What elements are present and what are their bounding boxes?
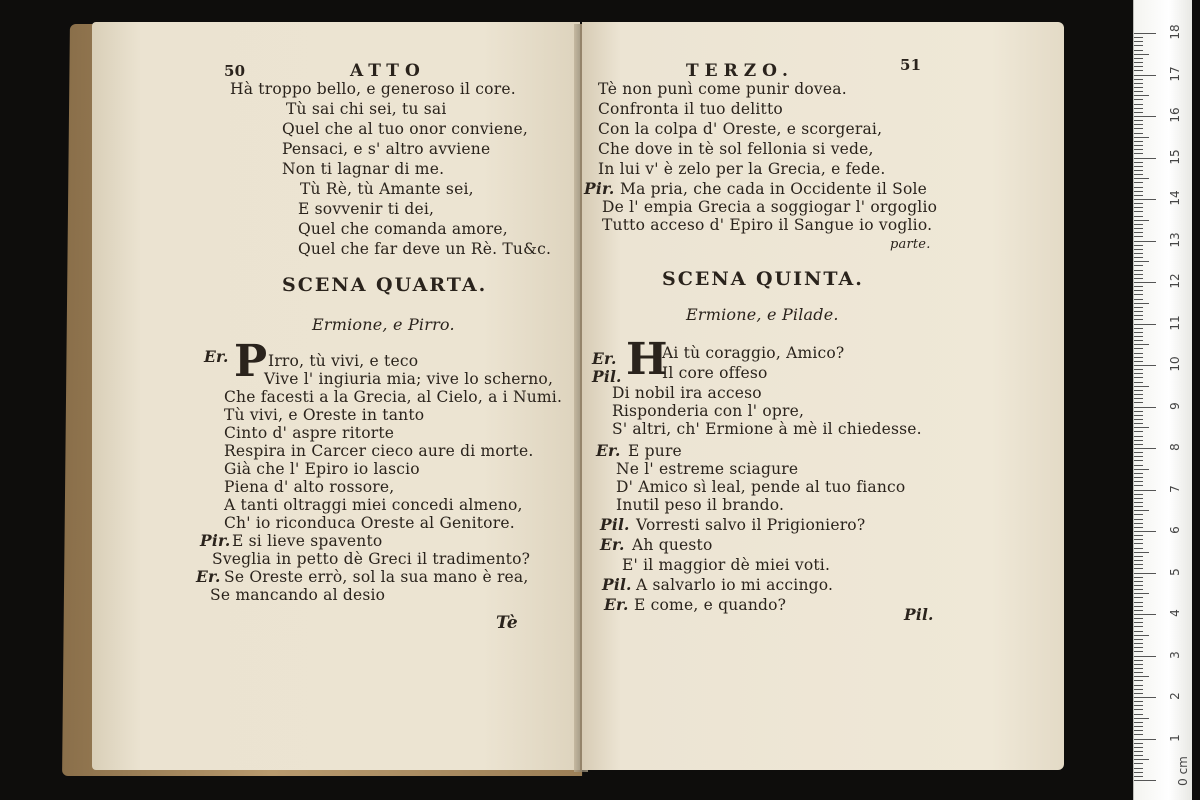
ruler-tick (1134, 70, 1143, 71)
stage-direction: parte. (890, 237, 931, 252)
ruler-tick (1134, 170, 1143, 171)
ruler-tick (1134, 50, 1143, 51)
ruler-tick (1134, 419, 1143, 420)
verse-line: Quel che al tuo onor conviene, (282, 120, 529, 138)
ruler-tick (1134, 311, 1143, 312)
ruler-tick (1134, 187, 1143, 188)
ruler-number: 4 (1168, 609, 1182, 617)
speech-line: D' Amico sì leal, pende al tuo fianco (616, 478, 906, 496)
ruler-tick (1134, 191, 1143, 192)
ruler-tick (1134, 477, 1143, 478)
ruler-tick (1134, 539, 1143, 540)
verse-line: Quel che comanda amore, (298, 220, 508, 238)
speech-line: Se Oreste errò, sol la sua mano è rea, (224, 568, 529, 586)
verse-line: Quel che far deve un Rè. Tu&c. (298, 240, 552, 258)
verse-line: In lui v' è zelo per la Grecia, e fede. (598, 160, 886, 178)
speech-line: Risponderia con l' opre, (612, 402, 805, 420)
ruler-tick (1134, 651, 1143, 652)
ruler-number: 14 (1168, 190, 1182, 206)
speech-line: E' il maggior dè miei voti. (622, 556, 831, 574)
right-running-header: TERZO. (686, 61, 794, 81)
ruler-tick (1134, 294, 1143, 295)
ruler-tick (1134, 158, 1156, 159)
ruler-tick (1134, 452, 1143, 453)
ruler-number: 6 (1168, 526, 1182, 534)
ruler-tick (1134, 427, 1149, 428)
ruler-tick (1134, 556, 1143, 557)
ruler-tick (1134, 133, 1143, 134)
ruler-tick (1134, 207, 1143, 208)
speech-line: Cinto d' aspre ritorte (224, 424, 395, 442)
ruler-tick (1134, 485, 1143, 486)
ruler-tick (1134, 99, 1143, 100)
ruler-tick (1134, 680, 1143, 681)
ruler-tick (1134, 220, 1149, 221)
verse-line: E sovvenir ti dei, (298, 200, 435, 218)
speech-line: De l' empia Grecia a soggiogar l' orgoglio (602, 198, 938, 216)
ruler-tick (1134, 514, 1143, 515)
scene-title: SCENA QUARTA. (282, 274, 488, 296)
ruler-number: 9 (1168, 401, 1182, 410)
ruler-tick (1134, 444, 1143, 445)
speaker-label: Er. (604, 595, 629, 614)
drop-cap: P (234, 336, 268, 387)
verse-line: Non ti lagnar di me. (282, 160, 445, 178)
ruler-tick (1134, 124, 1143, 125)
ruler-tick (1134, 697, 1156, 698)
ruler-tick (1134, 664, 1143, 665)
ruler-tick (1134, 768, 1143, 769)
ruler-tick (1134, 531, 1156, 532)
ruler-number: 11 (1168, 314, 1182, 331)
verse-line: Con la colpa d' Oreste, e scorgerai, (598, 120, 883, 138)
ruler-tick (1134, 730, 1143, 731)
ruler-tick (1134, 751, 1143, 752)
ruler-tick (1134, 153, 1143, 154)
ruler-tick (1134, 552, 1149, 553)
ruler-tick (1134, 79, 1143, 80)
ruler-tick (1134, 236, 1143, 237)
ruler-number: 7 (1168, 484, 1182, 493)
ruler-tick (1134, 448, 1156, 449)
ruler-number: 2 (1168, 692, 1182, 700)
speaker-label: Er. (600, 535, 625, 554)
catchword: Tè (496, 613, 518, 633)
ruler-tick (1134, 58, 1143, 59)
speech-line: E come, e quando? (634, 596, 787, 614)
ruler-tick (1134, 174, 1143, 175)
ruler-number: 10 (1168, 356, 1182, 372)
ruler-tick (1134, 610, 1143, 611)
ruler-tick (1134, 224, 1143, 225)
speech-line: Piena d' alto rossore, (224, 478, 395, 496)
ruler-tick (1134, 734, 1143, 735)
ruler-tick (1134, 41, 1143, 42)
ruler-tick (1134, 270, 1143, 271)
ruler-tick (1134, 369, 1143, 370)
ruler-tick (1134, 759, 1149, 760)
ruler-tick (1134, 128, 1143, 129)
speaker-label: Er. (592, 349, 617, 368)
ruler-tick (1134, 548, 1143, 549)
verse-line: Confronta il tuo delitto (598, 100, 783, 118)
speech-line: S' altri, ch' Ermione à mè il chiedesse. (612, 420, 922, 438)
ruler-tick (1134, 249, 1143, 250)
ruler-tick (1134, 631, 1143, 632)
ruler-tick (1134, 195, 1143, 196)
ruler-tick (1134, 718, 1149, 719)
ruler-tick (1134, 108, 1143, 109)
speaker-label: Er. (596, 441, 621, 460)
ruler-tick (1134, 431, 1143, 432)
ruler-tick (1134, 701, 1143, 702)
catchword: Pil. (904, 605, 934, 624)
ruler-tick (1134, 332, 1143, 333)
ruler-tick (1134, 585, 1143, 586)
ruler-tick (1134, 95, 1149, 96)
ruler-tick (1134, 776, 1143, 777)
ruler-tick (1134, 278, 1143, 279)
ruler-tick (1134, 62, 1143, 63)
ruler-tick (1134, 473, 1143, 474)
ruler-tick (1134, 116, 1156, 117)
ruler-tick (1134, 602, 1143, 603)
ruler-tick (1134, 54, 1149, 55)
speech-line: Ne l' estreme sciagure (616, 460, 799, 478)
ruler-tick (1134, 382, 1143, 383)
ruler-tick (1134, 324, 1156, 325)
ruler-tick (1134, 535, 1143, 536)
speech-line: Ai tù coraggio, Amico? (662, 344, 845, 362)
ruler-tick (1134, 398, 1143, 399)
ruler-tick (1134, 37, 1143, 38)
verse-line: Tè non punì come punir dovea. (598, 80, 847, 98)
ruler-tick (1134, 261, 1149, 262)
ruler-tick (1134, 257, 1143, 258)
ruler-tick (1134, 656, 1156, 657)
ruler-tick (1134, 543, 1143, 544)
speech-line: Tutto acceso d' Epiro il Sangue io voglio. (602, 216, 933, 234)
speech-line: Vive l' ingiuria mia; vive lo scherno, (264, 370, 554, 388)
ruler-tick (1134, 137, 1149, 138)
ruler-tick (1134, 216, 1143, 217)
ruler-tick (1134, 361, 1143, 362)
speech-line: Il core offeso (662, 364, 768, 382)
ruler-tick (1134, 340, 1143, 341)
ruler-tick (1134, 639, 1143, 640)
ruler-tick (1134, 33, 1156, 34)
ruler-tick (1134, 83, 1143, 84)
ruler-unit-label: 0 cm (1176, 756, 1190, 786)
ruler-tick (1134, 456, 1143, 457)
ruler-tick (1134, 689, 1143, 690)
ruler-tick (1134, 622, 1143, 623)
speaker-label: Pil. (592, 367, 622, 386)
ruler-tick (1134, 647, 1143, 648)
ruler-tick (1134, 282, 1156, 283)
speech-line: Ch' io riconduca Oreste al Genitore. (224, 514, 515, 532)
ruler-tick (1134, 705, 1143, 706)
verse-line: Hà troppo bello, e generoso il core. (230, 80, 516, 98)
verse-line: Che dove in tè sol fellonia si vede, (598, 140, 874, 158)
ruler-tick (1134, 357, 1143, 358)
ruler-tick (1134, 390, 1143, 391)
ruler-tick (1134, 527, 1143, 528)
ruler-tick (1134, 672, 1143, 673)
ruler-tick (1134, 228, 1143, 229)
speaker-label: Pir. (200, 531, 231, 550)
ruler-tick (1134, 423, 1143, 424)
ruler-tick (1134, 149, 1143, 150)
ruler-tick (1134, 286, 1143, 287)
left-page-number: 50 (224, 62, 246, 80)
ruler-tick (1134, 490, 1156, 491)
ruler-tick (1134, 589, 1143, 590)
ruler-tick (1134, 182, 1143, 183)
ruler-tick (1134, 211, 1143, 212)
ruler-tick (1134, 780, 1156, 781)
ruler-tick (1134, 386, 1149, 387)
ruler-tick (1134, 203, 1143, 204)
speech-line: Vorresti salvo il Prigioniero? (636, 516, 866, 534)
ruler-tick (1134, 564, 1143, 565)
ruler-tick (1134, 199, 1156, 200)
ruler-tick (1134, 373, 1143, 374)
ruler-tick (1134, 709, 1143, 710)
verse-line: Pensaci, e s' altro avviene (282, 140, 491, 158)
ruler-tick (1134, 253, 1143, 254)
ruler-tick (1134, 743, 1143, 744)
right-page (582, 22, 1064, 770)
speech-line: Se mancando al desio (210, 586, 386, 604)
ruler-tick (1134, 577, 1143, 578)
speaker-label: Pil. (600, 515, 630, 534)
ruler-number: 13 (1168, 231, 1182, 248)
speech-line: Già che l' Epiro io lascio (224, 460, 420, 478)
speech-line: Respira in Carcer cieco aure di morte. (224, 442, 534, 460)
ruler-tick (1134, 336, 1143, 337)
right-page-number: 51 (900, 56, 922, 74)
ruler-tick (1134, 112, 1143, 113)
ruler-tick (1134, 506, 1143, 507)
ruler-tick (1134, 348, 1143, 349)
ruler-tick (1134, 722, 1143, 723)
ruler-tick (1134, 178, 1149, 179)
ruler-tick (1134, 328, 1143, 329)
ruler-tick (1134, 344, 1149, 345)
ruler-tick (1134, 402, 1143, 403)
ruler-tick (1134, 714, 1143, 715)
ruler-tick (1134, 635, 1149, 636)
ruler-tick (1134, 440, 1143, 441)
speech-line: Che facesti a la Grecia, al Cielo, a i Numi. (224, 388, 563, 406)
ruler-tick (1134, 693, 1143, 694)
ruler-tick (1134, 66, 1143, 67)
ruler-tick (1134, 668, 1143, 669)
ruler-tick (1134, 469, 1149, 470)
ruler-tick (1134, 365, 1156, 366)
ruler-tick (1134, 747, 1143, 748)
speech-line: Ah questo (632, 536, 713, 554)
ruler-tick (1134, 394, 1143, 395)
ruler-tick (1134, 45, 1143, 46)
ruler-tick (1134, 755, 1143, 756)
ruler-number: 1 (1168, 733, 1182, 742)
ruler-tick (1134, 739, 1156, 740)
ruler-tick (1134, 502, 1143, 503)
ruler-tick (1134, 510, 1149, 511)
ruler-tick (1134, 772, 1143, 773)
ruler-tick (1134, 319, 1143, 320)
speech-line: Irro, tù vivi, e teco (268, 352, 419, 370)
speaker-label: Pil. (602, 575, 632, 594)
ruler-tick (1134, 465, 1143, 466)
ruler-number: 5 (1168, 567, 1182, 576)
ruler-tick (1134, 411, 1143, 412)
verse-line: Tù sai chi sei, tu sai (286, 100, 447, 118)
ruler-tick (1134, 676, 1149, 677)
ruler-tick (1134, 597, 1143, 598)
ruler-tick (1134, 494, 1143, 495)
ruler-tick (1134, 460, 1143, 461)
ruler-tick (1134, 274, 1143, 275)
ruler-tick (1134, 265, 1143, 266)
ruler-tick (1134, 241, 1156, 242)
ruler-tick (1134, 606, 1143, 607)
ruler-tick (1134, 626, 1143, 627)
ruler-tick (1134, 162, 1143, 163)
speech-line: Di nobil ira acceso (612, 384, 762, 402)
ruler-number: 17 (1168, 65, 1182, 82)
ruler-number: 16 (1168, 107, 1182, 123)
ruler-tick (1134, 377, 1143, 378)
ruler-tick (1134, 145, 1143, 146)
scene-cast: Ermione, e Pirro. (312, 315, 455, 334)
speech-line: Ma pria, che cada in Occidente il Sole (620, 180, 928, 198)
ruler-tick (1134, 523, 1143, 524)
ruler-tick (1134, 299, 1143, 300)
ruler-tick (1134, 290, 1143, 291)
ruler-tick (1134, 726, 1143, 727)
speech-line: A salvarlo io mi accingo. (636, 576, 834, 594)
ruler-tick (1134, 519, 1143, 520)
ruler-tick (1134, 75, 1156, 76)
ruler-tick (1134, 660, 1143, 661)
left-running-header: ATTO (350, 61, 426, 81)
ruler-tick (1134, 315, 1143, 316)
speech-line: Tù vivi, e Oreste in tanto (224, 406, 425, 424)
ruler-tick (1134, 498, 1143, 499)
ruler-tick (1134, 303, 1149, 304)
ruler-number: 15 (1168, 148, 1182, 165)
ruler-tick (1134, 141, 1143, 142)
speaker-label: Er. (196, 567, 221, 586)
ruler-number: 12 (1168, 273, 1182, 289)
speaker-label: Er. (204, 347, 229, 366)
scene-title: SCENA QUINTA. (662, 268, 864, 290)
ruler-tick (1134, 245, 1143, 246)
ruler-tick (1134, 87, 1143, 88)
speech-line: Inutil peso il brando. (616, 496, 785, 514)
ruler-tick (1134, 232, 1143, 233)
ruler-tick (1134, 763, 1143, 764)
verse-line: Tù Rè, tù Amante sei, (300, 180, 474, 198)
ruler-tick (1134, 436, 1143, 437)
ruler-tick (1134, 560, 1143, 561)
ruler-tick (1134, 415, 1143, 416)
ruler-tick (1134, 353, 1143, 354)
ruler-tick (1134, 91, 1143, 92)
ruler-number: 8 (1168, 443, 1182, 451)
ruler-tick (1134, 685, 1143, 686)
ruler-tick (1134, 614, 1156, 615)
ruler-number: 3 (1168, 650, 1182, 659)
ruler-tick (1134, 573, 1156, 574)
ruler-tick (1134, 166, 1143, 167)
measurement-ruler (1133, 0, 1192, 800)
speech-line: A tanti oltraggi miei concedi almeno, (224, 496, 523, 514)
left-page (92, 22, 580, 770)
ruler-tick (1134, 104, 1143, 105)
speaker-label: Pir. (584, 179, 615, 198)
speech-line: Sveglia in petto dè Greci il tradimento? (212, 550, 531, 568)
ruler-tick (1134, 307, 1143, 308)
ruler-tick (1134, 593, 1149, 594)
ruler-tick (1134, 120, 1143, 121)
ruler-tick (1134, 568, 1143, 569)
speech-line: E pure (628, 442, 682, 460)
ruler-tick (1134, 618, 1143, 619)
ruler-tick (1134, 481, 1143, 482)
scene-cast: Ermione, e Pilade. (686, 305, 839, 324)
ruler-tick (1134, 407, 1156, 408)
ruler-number: 18 (1168, 24, 1182, 40)
speech-line: E si lieve spavento (232, 532, 383, 550)
drop-cap: H (626, 334, 668, 385)
ruler-tick (1134, 581, 1143, 582)
ruler-tick (1134, 643, 1143, 644)
